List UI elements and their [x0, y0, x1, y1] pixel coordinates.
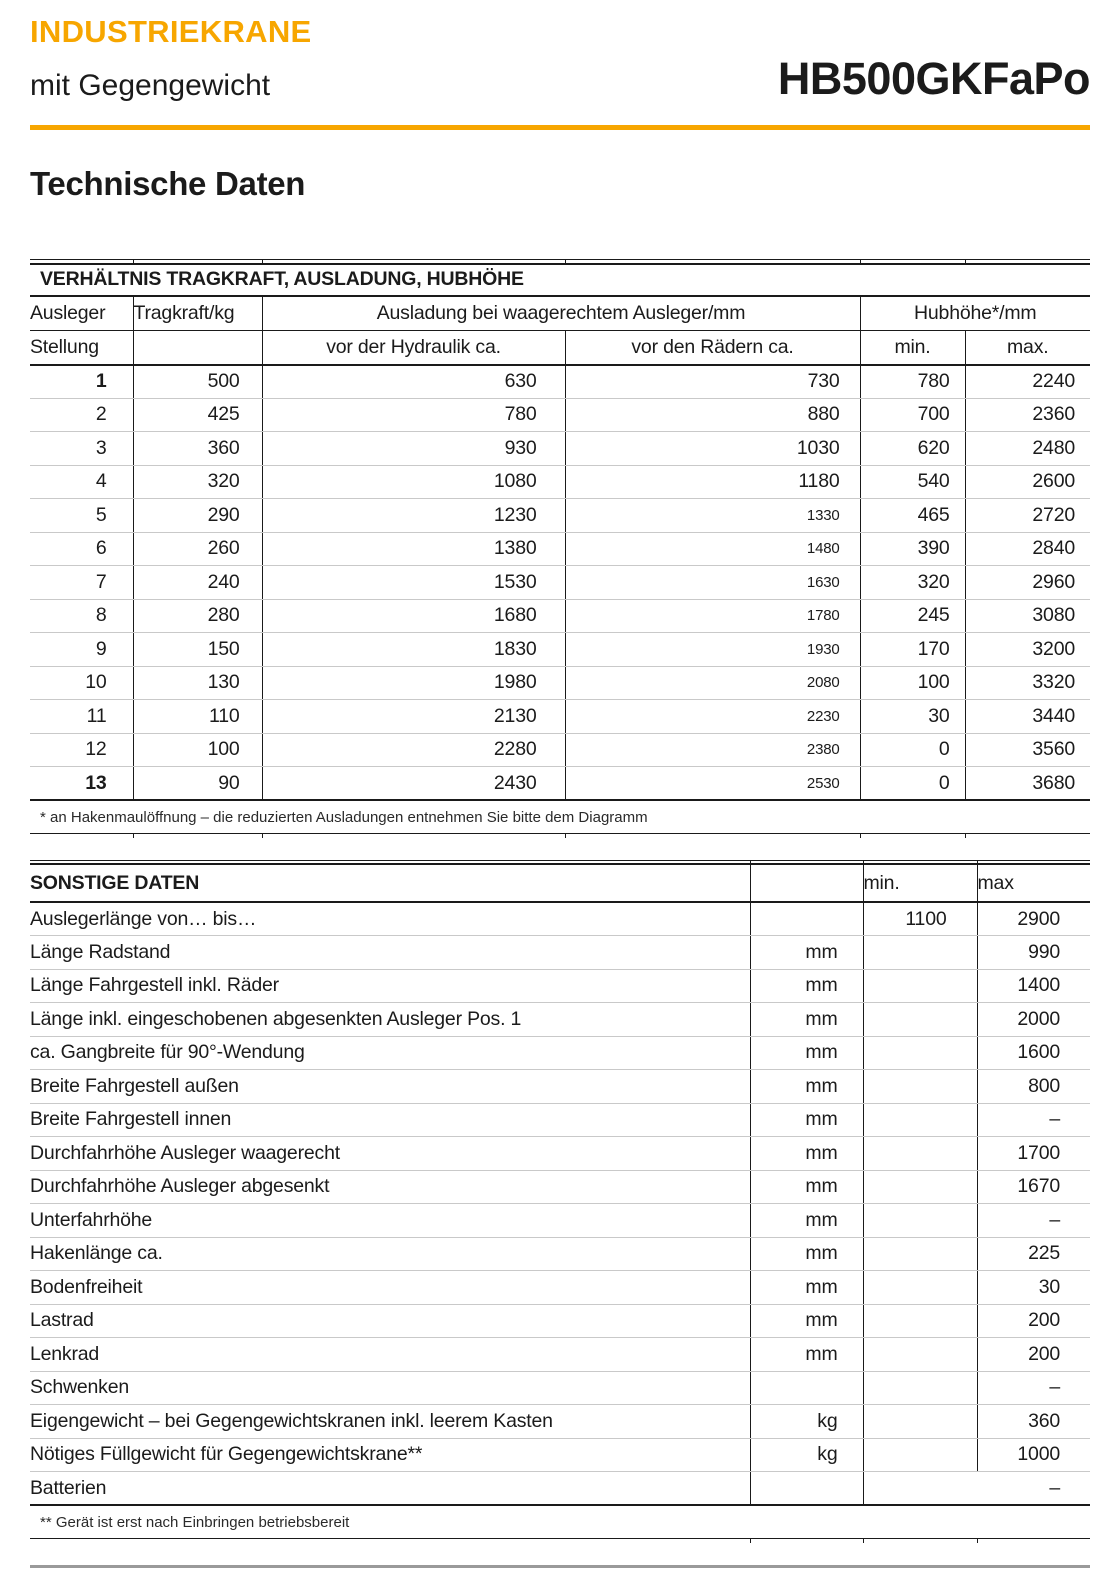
hydraulik-cell: 630 — [262, 365, 565, 399]
misc-table-row — [30, 1003, 1090, 1037]
capacity-table-title-row — [30, 264, 1090, 296]
capacity-table-row — [30, 666, 1090, 700]
col-header-stellung: Stellung — [30, 330, 133, 365]
capacity-table-row — [30, 532, 1090, 566]
tragkraft-cell: 110 — [133, 700, 262, 734]
max-cell: 1670 — [977, 1170, 1090, 1204]
max-cell: 2900 — [977, 902, 1090, 936]
max-cell: 3560 — [965, 733, 1090, 767]
misc-table-row — [30, 1405, 1090, 1439]
label-cell: Breite Fahrgestell außen — [30, 1070, 750, 1104]
min-cell — [863, 1070, 977, 1104]
capacity-footnote-row — [30, 800, 1090, 834]
min-cell — [863, 1271, 977, 1305]
col-header-min: min. — [863, 864, 977, 902]
min-cell — [863, 936, 977, 970]
unit-cell — [750, 1371, 863, 1405]
hydraulik-cell: 930 — [262, 432, 565, 466]
hydraulik-cell: 2280 — [262, 733, 565, 767]
raedern-cell: 880 — [565, 398, 860, 432]
max-cell: – — [977, 1204, 1090, 1238]
tragkraft-cell: 130 — [133, 666, 262, 700]
misc-table-row — [30, 1070, 1090, 1104]
capacity-table-row — [30, 767, 1090, 801]
max-cell: 2480 — [965, 432, 1090, 466]
capacity-table-row — [30, 398, 1090, 432]
max-cell: 990 — [977, 936, 1090, 970]
min-cell: 620 — [860, 432, 965, 466]
min-cell — [863, 1438, 977, 1472]
min-cell: 465 — [860, 499, 965, 533]
position-cell: 12 — [30, 733, 133, 767]
label-cell: Breite Fahrgestell innen — [30, 1103, 750, 1137]
min-cell — [863, 1304, 977, 1338]
tragkraft-cell: 100 — [133, 733, 262, 767]
capacity-table-row — [30, 499, 1090, 533]
table-bottom-rule — [30, 834, 1090, 838]
unit-cell — [750, 902, 863, 936]
capacity-table-section — [30, 259, 1090, 838]
tragkraft-cell: 360 — [133, 432, 262, 466]
raedern-cell: 2530 — [565, 767, 860, 801]
capacity-table-row — [30, 465, 1090, 499]
min-cell — [863, 969, 977, 1003]
raedern-cell: 2380 — [565, 733, 860, 767]
max-cell: – — [977, 1103, 1090, 1137]
max-cell: 360 — [977, 1405, 1090, 1439]
raedern-cell: 1780 — [565, 599, 860, 633]
tragkraft-cell: 320 — [133, 465, 262, 499]
raedern-cell: 730 — [565, 365, 860, 399]
unit-cell: mm — [750, 1003, 863, 1037]
min-cell: 100 — [860, 666, 965, 700]
capacity-footnote: * an Hakenmaulöffnung – die reduzierten Ausladungen entnehmen Sie bitte dem Diagramm — [30, 800, 1090, 834]
unit-cell: mm — [750, 936, 863, 970]
position-cell: 2 — [30, 398, 133, 432]
label-cell: Hakenlänge ca. — [30, 1237, 750, 1271]
raedern-cell: 1930 — [565, 633, 860, 667]
unit-cell: mm — [750, 1204, 863, 1238]
misc-table-row — [30, 1103, 1090, 1137]
misc-table — [30, 860, 1090, 1543]
col-header-raedern: vor den Rädern ca. — [565, 330, 860, 365]
col-header-tragkraft: Tragkraft/kg — [133, 296, 262, 331]
misc-table-row — [30, 969, 1090, 1003]
min-cell: 170 — [860, 633, 965, 667]
min-cell — [863, 1405, 977, 1439]
col-header-ausladung: Ausladung bei waagerechtem Ausleger/mm — [262, 296, 860, 331]
min-cell — [863, 1003, 977, 1037]
tragkraft-cell: 500 — [133, 365, 262, 399]
label-cell: Durchfahrhöhe Ausleger abgesenkt — [30, 1170, 750, 1204]
misc-table-row — [30, 1137, 1090, 1171]
unit-cell: mm — [750, 1070, 863, 1104]
unit-cell: mm — [750, 1137, 863, 1171]
unit-cell: mm — [750, 1170, 863, 1204]
unit-cell — [750, 1472, 863, 1506]
misc-table-row — [30, 1271, 1090, 1305]
position-cell: 10 — [30, 666, 133, 700]
unit-cell: mm — [750, 1036, 863, 1070]
brand-block — [30, 16, 312, 101]
position-cell: 4 — [30, 465, 133, 499]
tragkraft-cell: 290 — [133, 499, 262, 533]
raedern-cell: 1330 — [565, 499, 860, 533]
misc-footnote: ** Gerät ist erst nach Einbringen betriebsbereit — [30, 1505, 1090, 1539]
capacity-header-row-2 — [30, 330, 1090, 365]
max-cell: 200 — [977, 1304, 1090, 1338]
unit-cell: mm — [750, 1271, 863, 1305]
col-header-unit-empty — [750, 864, 863, 902]
unit-cell: mm — [750, 1304, 863, 1338]
min-cell: 1100 — [863, 902, 977, 936]
max-cell: 225 — [977, 1237, 1090, 1271]
max-cell: 2960 — [965, 566, 1090, 600]
capacity-table-row — [30, 633, 1090, 667]
min-cell — [863, 1036, 977, 1070]
position-cell: 7 — [30, 566, 133, 600]
label-cell: Eigengewicht – bei Gegengewichtskranen inkl. leerem Kasten — [30, 1405, 750, 1439]
misc-table-row — [30, 1472, 1090, 1506]
label-cell: Batterien — [30, 1472, 750, 1506]
position-cell: 13 — [30, 767, 133, 801]
accent-divider — [30, 125, 1090, 130]
misc-table-title: SONSTIGE DATEN — [30, 864, 750, 902]
col-header-ausleger: Ausleger — [30, 296, 133, 331]
hydraulik-cell: 1830 — [262, 633, 565, 667]
max-cell: 2240 — [965, 365, 1090, 399]
tragkraft-cell: 260 — [133, 532, 262, 566]
hydraulik-cell: 1230 — [262, 499, 565, 533]
col-header-empty — [133, 330, 262, 365]
min-cell: 0 — [860, 733, 965, 767]
label-cell: Länge Fahrgestell inkl. Räder — [30, 969, 750, 1003]
capacity-table-row — [30, 700, 1090, 734]
max-cell: 2720 — [965, 499, 1090, 533]
hydraulik-cell: 1380 — [262, 532, 565, 566]
max-cell: 2360 — [965, 398, 1090, 432]
min-cell: 320 — [860, 566, 965, 600]
max-cell: 1400 — [977, 969, 1090, 1003]
hydraulik-cell: 1080 — [262, 465, 565, 499]
max-cell: 2840 — [965, 532, 1090, 566]
min-cell — [863, 1338, 977, 1372]
max-cell: 1000 — [977, 1438, 1090, 1472]
max-cell: 3080 — [965, 599, 1090, 633]
min-cell: 30 — [860, 700, 965, 734]
position-cell: 3 — [30, 432, 133, 466]
misc-table-row — [30, 1438, 1090, 1472]
unit-cell: mm — [750, 1237, 863, 1271]
max-cell: – — [863, 1472, 1090, 1506]
min-cell — [863, 1204, 977, 1238]
tragkraft-cell: 90 — [133, 767, 262, 801]
min-cell: 700 — [860, 398, 965, 432]
unit-cell: mm — [750, 1338, 863, 1372]
position-cell: 11 — [30, 700, 133, 734]
label-cell: Auslegerlänge von… bis… — [30, 902, 750, 936]
tragkraft-cell: 150 — [133, 633, 262, 667]
min-cell — [863, 1103, 977, 1137]
model-name: HB500GKFaPo — [777, 53, 1090, 105]
capacity-table — [30, 259, 1090, 838]
page-header — [30, 14, 1090, 105]
tragkraft-cell: 280 — [133, 599, 262, 633]
max-cell: 3200 — [965, 633, 1090, 667]
label-cell: Durchfahrhöhe Ausleger waagerecht — [30, 1137, 750, 1171]
capacity-table-title: VERHÄLTNIS TRAGKRAFT, AUSLADUNG, HUBHÖHE — [30, 264, 1090, 296]
max-cell: 2600 — [965, 465, 1090, 499]
max-cell: – — [977, 1371, 1090, 1405]
raedern-cell: 2080 — [565, 666, 860, 700]
col-header-min: min. — [860, 330, 965, 365]
page-title: Technische Daten — [30, 165, 306, 203]
misc-table-row — [30, 936, 1090, 970]
min-cell: 390 — [860, 532, 965, 566]
col-header-hydraulik: vor der Hydraulik ca. — [262, 330, 565, 365]
unit-cell: kg — [750, 1438, 863, 1472]
label-cell: Lastrad — [30, 1304, 750, 1338]
label-cell: Bodenfreiheit — [30, 1271, 750, 1305]
min-cell — [863, 1237, 977, 1271]
tragkraft-cell: 240 — [133, 566, 262, 600]
label-cell: Unterfahrhöhe — [30, 1204, 750, 1238]
min-cell — [863, 1137, 977, 1171]
col-header-max: max. — [965, 330, 1090, 365]
capacity-table-row — [30, 432, 1090, 466]
misc-table-row — [30, 1237, 1090, 1271]
label-cell: Schwenken — [30, 1371, 750, 1405]
unit-cell: mm — [750, 1103, 863, 1137]
product-subtitle: mit Gegengewicht — [30, 68, 271, 102]
table-bottom-rule — [30, 1539, 1090, 1543]
raedern-cell: 1480 — [565, 532, 860, 566]
position-cell: 6 — [30, 532, 133, 566]
max-cell: 800 — [977, 1070, 1090, 1104]
hydraulik-cell: 1530 — [262, 566, 565, 600]
col-header-max: max — [977, 864, 1090, 902]
min-cell: 540 — [860, 465, 965, 499]
capacity-header-row-1 — [30, 296, 1090, 331]
misc-table-row — [30, 1371, 1090, 1405]
position-cell: 9 — [30, 633, 133, 667]
page-bottom-rule — [30, 1565, 1090, 1568]
tragkraft-cell: 425 — [133, 398, 262, 432]
datasheet-page — [30, 0, 1090, 1568]
label-cell: Länge Radstand — [30, 936, 750, 970]
misc-table-row — [30, 1204, 1090, 1238]
position-cell: 5 — [30, 499, 133, 533]
capacity-table-row — [30, 365, 1090, 399]
min-cell — [863, 1170, 977, 1204]
misc-header-row — [30, 864, 1090, 902]
label-cell: Lenkrad — [30, 1338, 750, 1372]
min-cell: 0 — [860, 767, 965, 801]
capacity-table-row — [30, 599, 1090, 633]
hydraulik-cell: 2130 — [262, 700, 565, 734]
position-cell: 1 — [30, 365, 133, 399]
label-cell: ca. Gangbreite für 90°-Wendung — [30, 1036, 750, 1070]
max-cell: 1600 — [977, 1036, 1090, 1070]
capacity-table-row — [30, 566, 1090, 600]
min-cell — [863, 1371, 977, 1405]
raedern-cell: 1180 — [565, 465, 860, 499]
label-cell: Länge inkl. eingeschobenen abgesenkten Ausleger Pos. 1 — [30, 1003, 750, 1037]
col-header-hubhoehe: Hubhöhe*/mm — [860, 296, 1090, 331]
unit-cell: mm — [750, 969, 863, 1003]
max-cell: 3680 — [965, 767, 1090, 801]
hydraulik-cell: 780 — [262, 398, 565, 432]
misc-table-row — [30, 902, 1090, 936]
hydraulik-cell: 1980 — [262, 666, 565, 700]
misc-table-row — [30, 1338, 1090, 1372]
max-cell: 3440 — [965, 700, 1090, 734]
min-cell: 245 — [860, 599, 965, 633]
max-cell: 200 — [977, 1338, 1090, 1372]
raedern-cell: 2230 — [565, 700, 860, 734]
max-cell: 30 — [977, 1271, 1090, 1305]
max-cell: 1700 — [977, 1137, 1090, 1171]
product-category: INDUSTRIEKRANE — [30, 14, 312, 49]
misc-table-row — [30, 1304, 1090, 1338]
misc-footnote-row — [30, 1505, 1090, 1539]
max-cell: 3320 — [965, 666, 1090, 700]
position-cell: 8 — [30, 599, 133, 633]
unit-cell: kg — [750, 1405, 863, 1439]
raedern-cell: 1030 — [565, 432, 860, 466]
misc-table-row — [30, 1170, 1090, 1204]
min-cell: 780 — [860, 365, 965, 399]
misc-table-row — [30, 1036, 1090, 1070]
raedern-cell: 1630 — [565, 566, 860, 600]
max-cell: 2000 — [977, 1003, 1090, 1037]
hydraulik-cell: 1680 — [262, 599, 565, 633]
capacity-table-row — [30, 733, 1090, 767]
label-cell: Nötiges Füllgewicht für Gegengewichtskrane** — [30, 1438, 750, 1472]
hydraulik-cell: 2430 — [262, 767, 565, 801]
misc-table-section — [30, 860, 1090, 1543]
